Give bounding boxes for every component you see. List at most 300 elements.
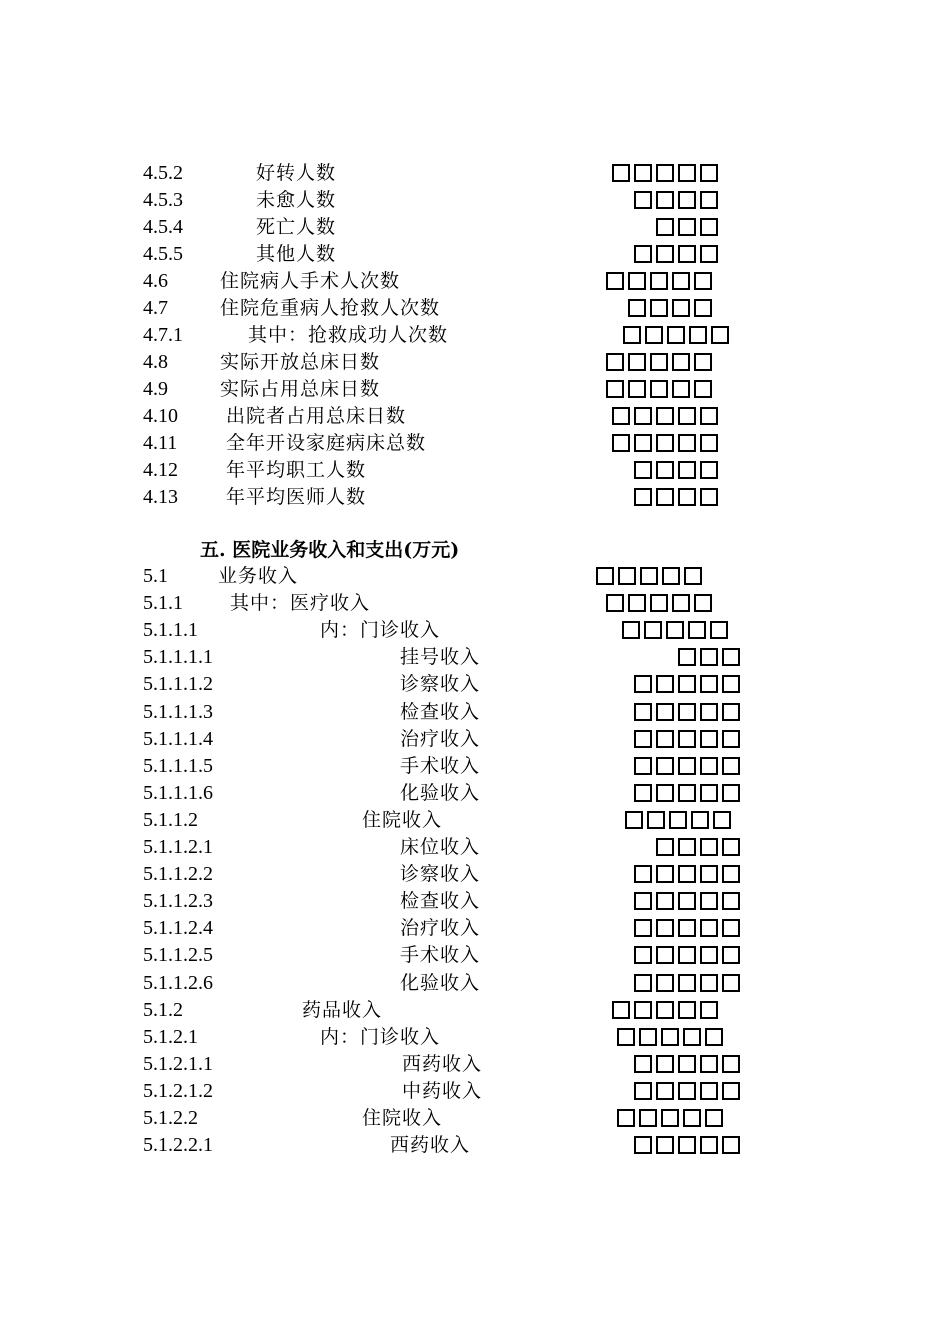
digit-box[interactable] bbox=[700, 892, 718, 910]
digit-box-group bbox=[634, 919, 744, 937]
section-5-row bbox=[0, 915, 950, 942]
digit-box[interactable] bbox=[650, 380, 668, 398]
section-4-row bbox=[0, 349, 950, 376]
section-5-row bbox=[0, 644, 950, 671]
item-code: 4.9 bbox=[143, 378, 168, 400]
item-label: 全年开设家庭病床总数 bbox=[226, 432, 427, 454]
digit-box-group bbox=[634, 1136, 744, 1154]
digit-box[interactable] bbox=[678, 1001, 696, 1019]
item-code: 5.1.1.1.4 bbox=[143, 727, 213, 750]
item-code: 4.6 bbox=[143, 270, 168, 292]
digit-box[interactable] bbox=[678, 218, 696, 236]
item-code: 5.1.1.2.5 bbox=[143, 944, 213, 967]
item-code: 4.5.4 bbox=[143, 216, 183, 238]
digit-box[interactable] bbox=[694, 353, 712, 371]
digit-box[interactable] bbox=[617, 1109, 635, 1127]
digit-box[interactable] bbox=[612, 434, 630, 452]
item-label: 其中：医疗收入 bbox=[230, 592, 371, 615]
digit-box[interactable] bbox=[634, 730, 652, 748]
digit-box[interactable] bbox=[625, 811, 643, 829]
digit-box[interactable] bbox=[700, 1001, 718, 1019]
digit-box[interactable] bbox=[683, 1028, 701, 1046]
digit-box-group bbox=[617, 1028, 727, 1046]
section-4-row bbox=[0, 295, 950, 322]
digit-box[interactable] bbox=[678, 164, 696, 182]
digit-box[interactable] bbox=[628, 272, 646, 290]
digit-box[interactable] bbox=[684, 567, 702, 585]
digit-box[interactable] bbox=[713, 811, 731, 829]
digit-box-group bbox=[634, 1082, 744, 1100]
digit-box[interactable] bbox=[722, 703, 740, 721]
item-code: 5.1.1.1.2 bbox=[143, 673, 213, 696]
item-label: 死亡人数 bbox=[256, 216, 337, 238]
digit-box-group bbox=[634, 703, 744, 721]
section-5-row bbox=[0, 1078, 950, 1105]
item-code: 5.1.2.1.1 bbox=[143, 1052, 213, 1075]
item-label: 手术收入 bbox=[400, 944, 481, 967]
digit-box[interactable] bbox=[656, 675, 674, 693]
item-label: 内：门诊收入 bbox=[320, 619, 441, 642]
item-label: 检查收入 bbox=[400, 890, 481, 913]
digit-box-group bbox=[634, 488, 722, 506]
digit-box[interactable] bbox=[639, 1109, 657, 1127]
section-4-row bbox=[0, 430, 950, 457]
digit-box[interactable] bbox=[700, 191, 718, 209]
digit-box[interactable] bbox=[700, 974, 718, 992]
item-label: 实际占用总床日数 bbox=[220, 378, 381, 400]
digit-box[interactable] bbox=[634, 488, 652, 506]
digit-box[interactable] bbox=[650, 594, 668, 612]
digit-box[interactable] bbox=[700, 784, 718, 802]
digit-box-group bbox=[628, 299, 716, 317]
digit-box[interactable] bbox=[656, 407, 674, 425]
digit-box[interactable] bbox=[634, 191, 652, 209]
digit-box[interactable] bbox=[694, 272, 712, 290]
item-label: 西药收入 bbox=[390, 1134, 471, 1157]
digit-box[interactable] bbox=[672, 380, 690, 398]
digit-box[interactable] bbox=[634, 865, 652, 883]
item-label: 出院者占用总床日数 bbox=[226, 405, 407, 427]
section-5-row bbox=[0, 726, 950, 753]
digit-box-group bbox=[634, 974, 744, 992]
digit-box[interactable] bbox=[650, 353, 668, 371]
digit-box-group bbox=[606, 594, 716, 612]
digit-box[interactable] bbox=[618, 567, 636, 585]
digit-box[interactable] bbox=[634, 1082, 652, 1100]
digit-box-group bbox=[596, 567, 706, 585]
section-4-row bbox=[0, 160, 950, 187]
digit-box[interactable] bbox=[689, 326, 707, 344]
digit-box[interactable] bbox=[700, 730, 718, 748]
digit-box[interactable] bbox=[722, 919, 740, 937]
digit-box[interactable] bbox=[656, 1136, 674, 1154]
digit-box[interactable] bbox=[678, 730, 696, 748]
item-label: 化验收入 bbox=[400, 971, 481, 994]
digit-box-group bbox=[656, 838, 744, 856]
section-5-row bbox=[0, 780, 950, 807]
digit-box-group bbox=[606, 353, 716, 371]
digit-box-group bbox=[606, 380, 716, 398]
digit-box[interactable] bbox=[634, 675, 652, 693]
digit-box[interactable] bbox=[700, 1136, 718, 1154]
digit-box[interactable] bbox=[634, 1001, 652, 1019]
digit-box[interactable] bbox=[711, 326, 729, 344]
item-label: 其他人数 bbox=[256, 243, 337, 265]
digit-box[interactable] bbox=[722, 1055, 740, 1073]
digit-box-group bbox=[634, 865, 744, 883]
section-5-row bbox=[0, 861, 950, 888]
digit-box[interactable] bbox=[634, 164, 652, 182]
digit-box[interactable] bbox=[656, 191, 674, 209]
digit-box[interactable] bbox=[700, 865, 718, 883]
item-code: 5.1.1.1.6 bbox=[143, 781, 213, 804]
section-4-row bbox=[0, 214, 950, 241]
digit-box[interactable] bbox=[634, 919, 652, 937]
digit-box[interactable] bbox=[678, 648, 696, 666]
digit-box[interactable] bbox=[612, 164, 630, 182]
section-4-row bbox=[0, 457, 950, 484]
digit-box[interactable] bbox=[639, 1028, 657, 1046]
digit-box[interactable] bbox=[656, 919, 674, 937]
section-5-row bbox=[0, 1105, 950, 1132]
item-label: 手术收入 bbox=[400, 754, 481, 777]
item-code: 5.1.2.2.1 bbox=[143, 1134, 213, 1157]
digit-box-group bbox=[634, 892, 744, 910]
digit-box[interactable] bbox=[722, 730, 740, 748]
digit-box[interactable] bbox=[722, 1136, 740, 1154]
digit-box[interactable] bbox=[634, 784, 652, 802]
digit-box[interactable] bbox=[656, 218, 674, 236]
digit-box-group bbox=[634, 1055, 744, 1073]
digit-box[interactable] bbox=[678, 946, 696, 964]
digit-box-group bbox=[634, 191, 722, 209]
digit-box[interactable] bbox=[634, 757, 652, 775]
section-5-row bbox=[0, 942, 950, 969]
item-code: 5.1.2.2 bbox=[143, 1107, 198, 1129]
digit-box-group bbox=[612, 1001, 722, 1019]
digit-box[interactable] bbox=[722, 892, 740, 910]
digit-box[interactable] bbox=[644, 621, 662, 639]
digit-box[interactable] bbox=[606, 380, 624, 398]
digit-box-group bbox=[634, 675, 744, 693]
item-code: 5.1.1.2 bbox=[143, 808, 198, 831]
digit-box[interactable] bbox=[700, 461, 718, 479]
digit-box[interactable] bbox=[667, 326, 685, 344]
digit-box-group bbox=[634, 946, 744, 964]
digit-box[interactable] bbox=[722, 675, 740, 693]
section-5-row bbox=[0, 671, 950, 698]
digit-box[interactable] bbox=[700, 434, 718, 452]
item-label: 住院危重病人抢救人次数 bbox=[220, 297, 441, 319]
item-code: 4.10 bbox=[143, 405, 178, 427]
digit-box[interactable] bbox=[678, 974, 696, 992]
section-5-row bbox=[0, 970, 950, 997]
digit-box[interactable] bbox=[700, 675, 718, 693]
item-code: 5.1.2 bbox=[143, 998, 183, 1021]
digit-box[interactable] bbox=[661, 1109, 679, 1127]
section-5-row bbox=[0, 1132, 950, 1159]
item-code: 4.8 bbox=[143, 351, 168, 373]
digit-box[interactable] bbox=[612, 1001, 630, 1019]
digit-box[interactable] bbox=[700, 648, 718, 666]
digit-box[interactable] bbox=[722, 974, 740, 992]
item-code: 5.1.1.2.2 bbox=[143, 863, 213, 886]
digit-box[interactable] bbox=[678, 675, 696, 693]
item-code: 4.5.3 bbox=[143, 189, 183, 211]
item-label: 检查收入 bbox=[400, 700, 481, 723]
digit-box-group bbox=[606, 272, 716, 290]
digit-box[interactable] bbox=[666, 621, 684, 639]
item-label: 住院病人手术人次数 bbox=[220, 270, 401, 292]
digit-box[interactable] bbox=[700, 946, 718, 964]
digit-box[interactable] bbox=[722, 784, 740, 802]
item-code: 4.7.1 bbox=[143, 324, 183, 346]
digit-box[interactable] bbox=[700, 1082, 718, 1100]
digit-box-group bbox=[678, 648, 744, 666]
digit-box[interactable] bbox=[678, 488, 696, 506]
item-label: 诊察收入 bbox=[400, 673, 481, 696]
digit-box[interactable] bbox=[628, 594, 646, 612]
digit-box[interactable] bbox=[656, 461, 674, 479]
digit-box-group bbox=[625, 811, 735, 829]
item-label: 实际开放总床日数 bbox=[220, 351, 381, 373]
item-code: 5.1.1.2.1 bbox=[143, 836, 213, 858]
item-code: 5.1.2.1.2 bbox=[143, 1079, 213, 1102]
digit-box[interactable] bbox=[700, 488, 718, 506]
digit-box[interactable] bbox=[710, 621, 728, 639]
digit-box[interactable] bbox=[640, 567, 658, 585]
digit-box[interactable] bbox=[678, 865, 696, 883]
section-5-row bbox=[0, 699, 950, 726]
digit-box-group bbox=[612, 164, 722, 182]
digit-box[interactable] bbox=[700, 245, 718, 263]
section-4-row bbox=[0, 322, 950, 349]
digit-box[interactable] bbox=[622, 621, 640, 639]
digit-box[interactable] bbox=[705, 1028, 723, 1046]
item-label: 治疗收入 bbox=[400, 727, 481, 750]
digit-box[interactable] bbox=[678, 1055, 696, 1073]
digit-box[interactable] bbox=[634, 946, 652, 964]
digit-box[interactable] bbox=[700, 218, 718, 236]
digit-box[interactable] bbox=[606, 272, 624, 290]
digit-box[interactable] bbox=[612, 407, 630, 425]
item-label: 西药收入 bbox=[402, 1052, 483, 1075]
digit-box[interactable] bbox=[656, 703, 674, 721]
digit-box[interactable] bbox=[628, 353, 646, 371]
item-label: 年平均职工人数 bbox=[226, 459, 367, 481]
digit-box[interactable] bbox=[700, 838, 718, 856]
digit-box[interactable] bbox=[662, 567, 680, 585]
digit-box[interactable] bbox=[678, 434, 696, 452]
digit-box[interactable] bbox=[634, 1055, 652, 1073]
digit-box[interactable] bbox=[691, 811, 709, 829]
section-5-row bbox=[0, 888, 950, 915]
item-label: 业务收入 bbox=[218, 565, 299, 587]
digit-box[interactable] bbox=[694, 299, 712, 317]
digit-box[interactable] bbox=[678, 1082, 696, 1100]
digit-box[interactable] bbox=[650, 272, 668, 290]
digit-box[interactable] bbox=[722, 946, 740, 964]
section-4-row bbox=[0, 484, 950, 511]
digit-box[interactable] bbox=[700, 1055, 718, 1073]
item-label: 内：门诊收入 bbox=[320, 1025, 441, 1048]
digit-box[interactable] bbox=[634, 892, 652, 910]
digit-box[interactable] bbox=[656, 1001, 674, 1019]
item-code: 5.1.1 bbox=[143, 592, 183, 615]
digit-box[interactable] bbox=[672, 353, 690, 371]
digit-box[interactable] bbox=[656, 838, 674, 856]
section-4-row bbox=[0, 241, 950, 268]
digit-box[interactable] bbox=[705, 1109, 723, 1127]
item-code: 4.13 bbox=[143, 486, 178, 508]
section-5-row bbox=[0, 1024, 950, 1051]
digit-box[interactable] bbox=[656, 757, 674, 775]
digit-box[interactable] bbox=[678, 1136, 696, 1154]
digit-box[interactable] bbox=[678, 191, 696, 209]
section-4-row bbox=[0, 403, 950, 430]
item-code: 4.12 bbox=[143, 459, 178, 481]
digit-box[interactable] bbox=[656, 245, 674, 263]
item-label: 住院收入 bbox=[362, 1107, 443, 1129]
digit-box[interactable] bbox=[647, 811, 665, 829]
digit-box[interactable] bbox=[634, 703, 652, 721]
item-code: 5.1.1.1 bbox=[143, 619, 198, 642]
digit-box[interactable] bbox=[700, 164, 718, 182]
digit-box-group bbox=[623, 326, 733, 344]
digit-box[interactable] bbox=[678, 461, 696, 479]
digit-box[interactable] bbox=[700, 703, 718, 721]
digit-box-group bbox=[612, 407, 722, 425]
item-label: 住院收入 bbox=[362, 808, 443, 831]
digit-box[interactable] bbox=[634, 461, 652, 479]
item-label: 中药收入 bbox=[402, 1079, 483, 1102]
item-label: 化验收入 bbox=[400, 781, 481, 804]
digit-box[interactable] bbox=[623, 326, 641, 344]
digit-box-group bbox=[612, 434, 722, 452]
item-label: 挂号收入 bbox=[400, 646, 481, 669]
digit-box[interactable] bbox=[656, 434, 674, 452]
section-5-heading: 五. 医院业务收入和支出(万元) bbox=[200, 539, 460, 561]
item-label: 治疗收入 bbox=[400, 917, 481, 940]
item-code: 5.1.2.1 bbox=[143, 1025, 198, 1048]
digit-box[interactable] bbox=[650, 299, 668, 317]
digit-box[interactable] bbox=[634, 974, 652, 992]
section-5-row bbox=[0, 807, 950, 834]
digit-box[interactable] bbox=[700, 919, 718, 937]
digit-box[interactable] bbox=[596, 567, 614, 585]
item-code: 4.11 bbox=[143, 432, 178, 454]
item-code: 5.1.1.1.5 bbox=[143, 754, 213, 777]
item-code: 5.1.1.2.4 bbox=[143, 917, 213, 940]
item-code: 5.1.1.2.6 bbox=[143, 971, 213, 994]
digit-box[interactable] bbox=[656, 892, 674, 910]
item-code: 5.1.1.2.3 bbox=[143, 890, 213, 913]
digit-box[interactable] bbox=[617, 1028, 635, 1046]
digit-box[interactable] bbox=[688, 621, 706, 639]
digit-box[interactable] bbox=[683, 1109, 701, 1127]
digit-box[interactable] bbox=[628, 380, 646, 398]
digit-box[interactable] bbox=[634, 434, 652, 452]
digit-box[interactable] bbox=[678, 757, 696, 775]
digit-box[interactable] bbox=[656, 164, 674, 182]
section-5-row bbox=[0, 997, 950, 1024]
item-code: 4.5.5 bbox=[143, 243, 183, 265]
digit-box[interactable] bbox=[656, 784, 674, 802]
digit-box-group bbox=[634, 245, 722, 263]
digit-box[interactable] bbox=[628, 299, 646, 317]
section-5-row bbox=[0, 834, 950, 861]
section-5-row bbox=[0, 753, 950, 780]
item-code: 5.1.1.1.3 bbox=[143, 700, 213, 723]
digit-box[interactable] bbox=[634, 245, 652, 263]
section-5-row bbox=[0, 617, 950, 644]
digit-box[interactable] bbox=[722, 838, 740, 856]
digit-box[interactable] bbox=[700, 757, 718, 775]
item-code: 4.5.2 bbox=[143, 162, 183, 184]
digit-box[interactable] bbox=[722, 757, 740, 775]
digit-box-group bbox=[622, 621, 732, 639]
item-code: 5.1 bbox=[143, 565, 168, 587]
item-label: 未愈人数 bbox=[256, 189, 337, 211]
digit-box[interactable] bbox=[672, 272, 690, 290]
digit-box-group bbox=[634, 757, 744, 775]
digit-box[interactable] bbox=[678, 892, 696, 910]
digit-box[interactable] bbox=[634, 407, 652, 425]
digit-box[interactable] bbox=[656, 1082, 674, 1100]
digit-box[interactable] bbox=[656, 730, 674, 748]
section-5-row bbox=[0, 590, 950, 617]
digit-box[interactable] bbox=[678, 245, 696, 263]
digit-box[interactable] bbox=[656, 1055, 674, 1073]
digit-box[interactable] bbox=[722, 648, 740, 666]
digit-box[interactable] bbox=[672, 299, 690, 317]
digit-box[interactable] bbox=[606, 594, 624, 612]
section-4-row bbox=[0, 187, 950, 214]
digit-box[interactable] bbox=[656, 974, 674, 992]
item-label: 年平均医师人数 bbox=[226, 486, 367, 508]
digit-box[interactable] bbox=[661, 1028, 679, 1046]
digit-box[interactable] bbox=[669, 811, 687, 829]
digit-box[interactable] bbox=[678, 703, 696, 721]
item-label: 药品收入 bbox=[302, 998, 383, 1021]
digit-box[interactable] bbox=[634, 1136, 652, 1154]
digit-box[interactable] bbox=[672, 594, 690, 612]
digit-box[interactable] bbox=[656, 865, 674, 883]
digit-box[interactable] bbox=[656, 488, 674, 506]
digit-box[interactable] bbox=[678, 784, 696, 802]
digit-box[interactable] bbox=[678, 407, 696, 425]
digit-box[interactable] bbox=[700, 407, 718, 425]
digit-box[interactable] bbox=[694, 380, 712, 398]
item-code: 5.1.1.1.1 bbox=[143, 646, 213, 669]
digit-box[interactable] bbox=[678, 919, 696, 937]
digit-box[interactable] bbox=[606, 353, 624, 371]
section-4-row bbox=[0, 268, 950, 295]
digit-box[interactable] bbox=[722, 865, 740, 883]
digit-box[interactable] bbox=[678, 838, 696, 856]
item-label: 诊察收入 bbox=[400, 863, 481, 886]
item-label: 好转人数 bbox=[256, 162, 337, 184]
digit-box-group bbox=[634, 461, 722, 479]
item-label: 床位收入 bbox=[400, 836, 481, 858]
digit-box[interactable] bbox=[645, 326, 663, 344]
item-label: 其中：抢救成功人次数 bbox=[248, 324, 449, 346]
digit-box[interactable] bbox=[722, 1082, 740, 1100]
digit-box-group bbox=[656, 218, 722, 236]
digit-box[interactable] bbox=[656, 946, 674, 964]
digit-box[interactable] bbox=[694, 594, 712, 612]
digit-box-group bbox=[634, 730, 744, 748]
